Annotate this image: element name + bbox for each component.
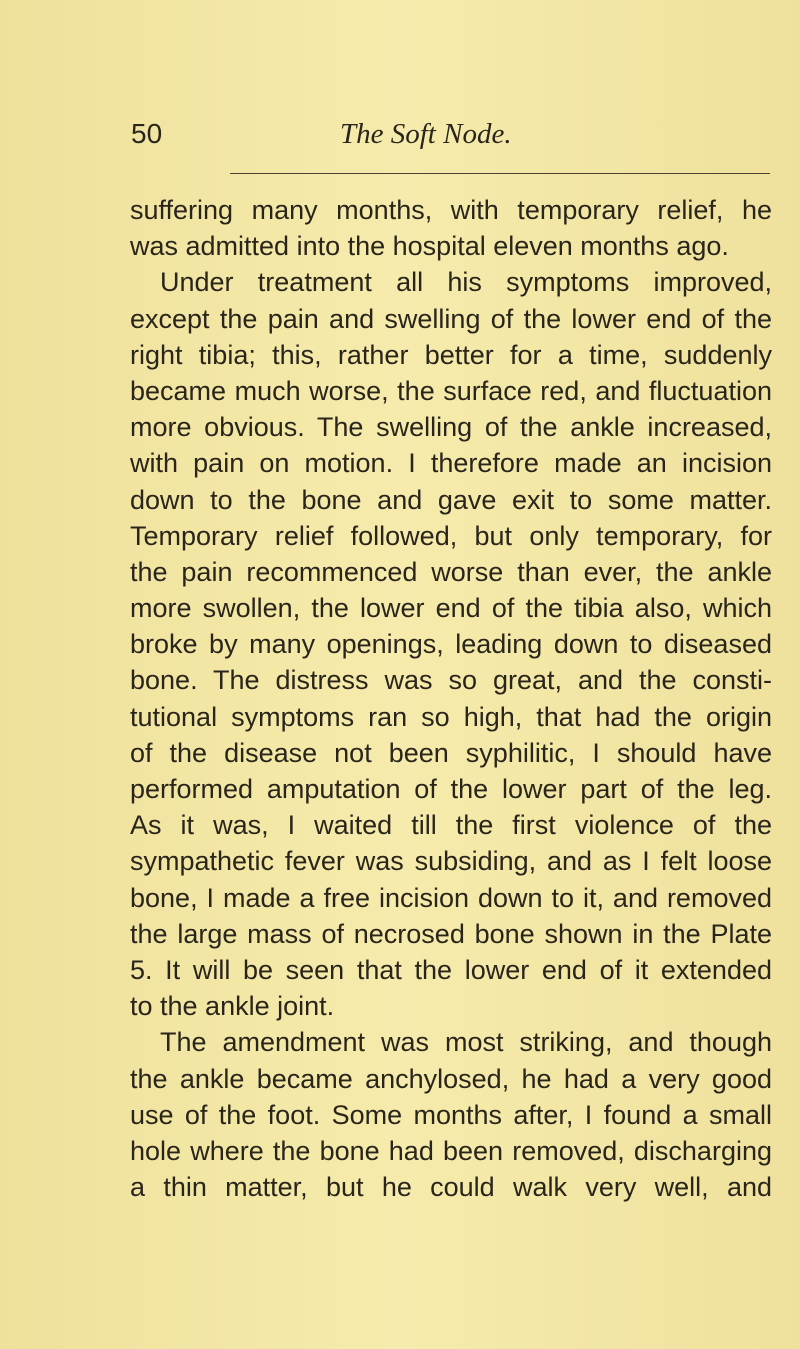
text-line: was admitted into the hospital eleven months ago.	[130, 231, 729, 262]
text-line: the ankle became anchylosed, he had a very good	[130, 1063, 772, 1094]
text-line: the pain recommenced worse than ever, the ankle	[130, 556, 772, 587]
text-line: became much worse, the surface red, and fluctuation	[130, 375, 772, 406]
text-line: sympathetic fever was subsiding, and as I felt loose	[130, 846, 772, 877]
text-line: Under treatment all his symptoms improved,	[160, 267, 772, 298]
text-line: down to the bone and gave exit to some matter.	[130, 484, 772, 515]
text-line: performed amputation of the lower part of the leg.	[130, 774, 772, 804]
page-number: 50	[131, 118, 163, 149]
body-text	[130, 192, 772, 1205]
text-line: a thin matter, but he could walk very well, and	[130, 1172, 772, 1203]
text-line: tutional symptoms ran so high, that had the origin	[130, 701, 772, 732]
text-line: hole where the bone had been removed, discharging	[130, 1135, 772, 1166]
text-line: the large mass of necrosed bone shown in the Plate	[130, 918, 772, 949]
text-line: with pain on motion. I therefore made an incision	[130, 448, 772, 479]
text-line: bone, I made a free incision down to it, and removed	[130, 882, 772, 913]
running-head-title: The Soft Node.	[340, 118, 512, 150]
text-line: to the ankle joint.	[130, 991, 335, 1022]
text-line: 5. It will be seen that the lower end of it extended	[130, 954, 772, 985]
text-line: The amendment was most striking, and though	[160, 1027, 772, 1058]
text-line: more swollen, the lower end of the tibia also, which	[130, 593, 772, 624]
text-line: Temporary relief followed, but only temporary, for	[130, 520, 772, 551]
text-line: more obvious. The swelling of the ankle increased,	[130, 412, 772, 443]
text-line: use of the foot. Some months after, I found a small	[130, 1099, 772, 1130]
text-line: As it was, I waited till the first violence of the	[130, 810, 772, 841]
header-rule	[230, 173, 770, 174]
text-line: bone. The distress was so great, and the consti-	[130, 665, 772, 696]
text-line: right tibia; this, rather better for a time, suddenly	[130, 339, 772, 370]
text-line: of the disease not been syphilitic, I should have	[130, 737, 772, 768]
text-line: suffering many months, with temporary relief, he	[130, 195, 772, 225]
text-line: except the pain and swelling of the lower end of the	[130, 303, 772, 334]
text-line: broke by many openings, leading down to diseased	[130, 629, 772, 660]
